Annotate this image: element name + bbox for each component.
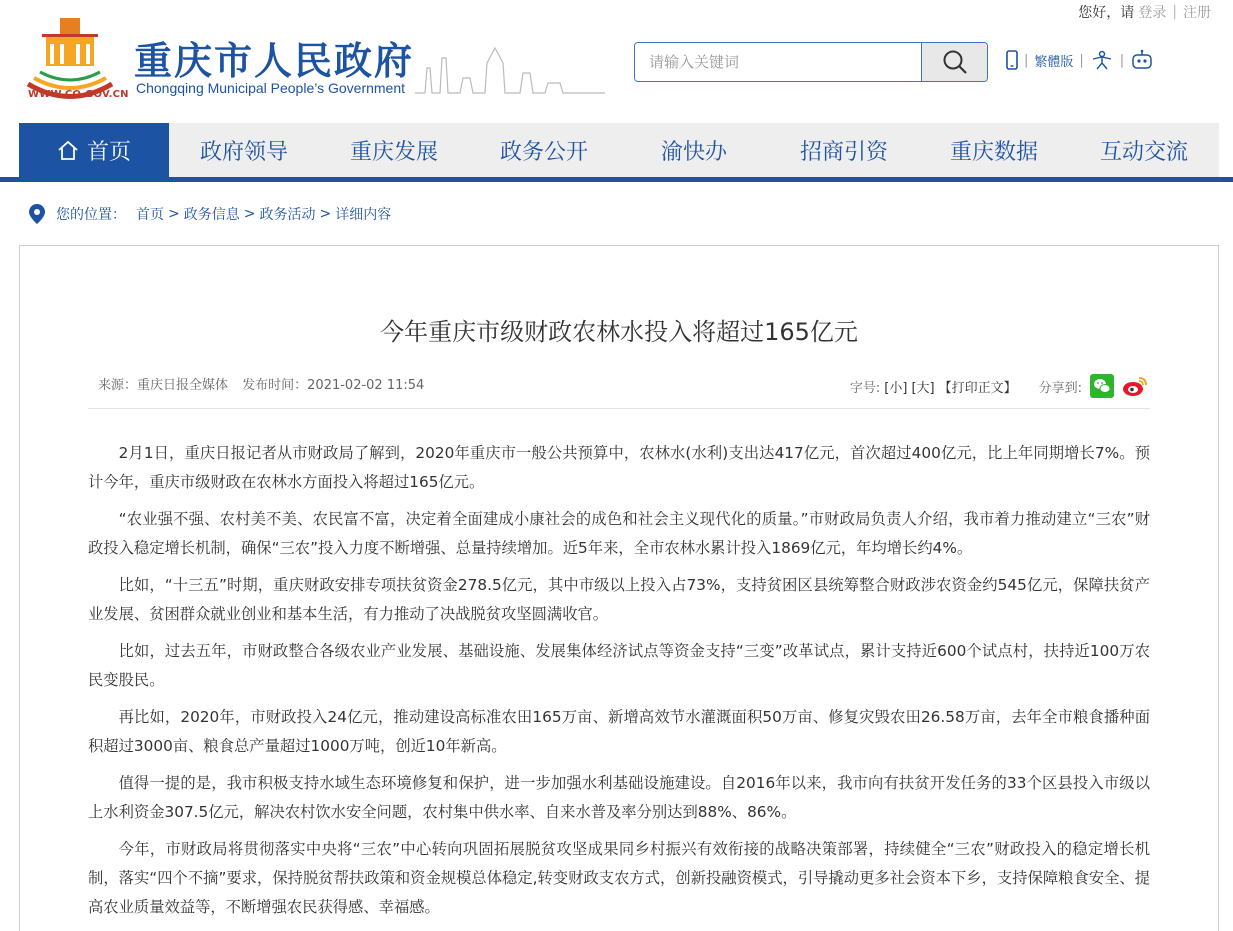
- nav-item-gov-leaders[interactable]: 政府领导: [199, 139, 288, 165]
- logo-url-text: WWW.CQ.GOV.CN: [28, 89, 129, 100]
- location-pin-icon: [28, 203, 46, 225]
- font-size-label: 字号:: [849, 380, 881, 396]
- nav-item-development[interactable]: 重庆发展: [349, 139, 438, 165]
- breadcrumb-item[interactable]: 政务活动: [259, 207, 316, 223]
- divider: |: [1119, 52, 1125, 68]
- print-button[interactable]: 【打印正文】: [938, 380, 1017, 396]
- register-link[interactable]: 注册: [1183, 5, 1211, 21]
- home-icon: [57, 139, 79, 161]
- search-input[interactable]: [635, 43, 921, 81]
- article-paragraph: “农业强不强、农村美不美、农民富不富，决定着全面建成小康社会的成色和社会主义现代化的质量。”市财政局负责人介绍，我市着力推动建立“三农”财政投入稳定增长机制，确保“三农”投入力度不断增强、总量持续增加。近5年来，全市农林水累计投入1869亿元，年均增长约4%。: [88, 510, 1150, 557]
- site-header: [0, 0, 1233, 122]
- greeting-text: 您好，请: [1078, 5, 1135, 21]
- wechat-share-icon[interactable]: [1090, 374, 1114, 398]
- article-paragraph: 再比如，2020年，市财政投入24亿元，推动建设高标准农田165万亩、新增高效节水灌溉面积50万亩、修复灾毁农田26.58万亩，去年全市粮食播种面积超过3000亩、粮食总产量超过1000万吨，创近10年新高。: [88, 708, 1150, 755]
- divider: |: [1172, 4, 1177, 20]
- accessibility-icon[interactable]: [1090, 49, 1114, 71]
- breadcrumb-item[interactable]: 首页: [136, 207, 164, 223]
- share-label: 分享到:: [1038, 380, 1082, 396]
- robot-assistant-icon[interactable]: [1130, 49, 1154, 71]
- breadcrumb-item[interactable]: 政务信息: [183, 207, 240, 223]
- nav-item-home[interactable]: [19, 123, 169, 177]
- nav-item-yukuaiban[interactable]: 渝快办: [660, 139, 727, 165]
- article-paragraph: 比如，“十三五”时期，重庆财政安排专项扶贫资金278.5亿元，其中市级以上投入占73%，支持贫困区县统筹整合财政涉农资金约545亿元，保障扶贫产业发展、贫困群众就业创业和基本生活，有力推动了决战脱贫攻坚圆满收官。: [88, 576, 1150, 623]
- weibo-share-icon[interactable]: [1122, 374, 1148, 398]
- article-publish-time: 发布时间：2021-02-02 11:54: [242, 378, 425, 393]
- search-box: [634, 42, 988, 82]
- breadcrumb-separator: >: [319, 206, 332, 222]
- divider: |: [1024, 52, 1029, 68]
- breadcrumb-separator: >: [168, 206, 180, 222]
- nav-item-label: 首页: [86, 139, 131, 165]
- article-paragraph: 值得一提的是，我市积极支持水域生态环境修复和保护，进一步加强水利基础设施建设。自2016年以来，我市向有扶贫开发任务的33个区县投入市级以上水利资金307.5亿元，解决农村饮水安全问题，农村集中供水率、自来水普及率分别达到88%、86%。: [88, 774, 1150, 821]
- article-source: 来源：重庆日报全媒体: [98, 378, 229, 393]
- nav-item-interaction[interactable]: 互动交流: [1099, 139, 1188, 165]
- mobile-icon[interactable]: [1006, 50, 1018, 70]
- meta-divider: [88, 408, 1150, 409]
- site-title[interactable]: 重庆市人民政府: [134, 39, 415, 83]
- article-tools: [850, 374, 1148, 398]
- login-link[interactable]: 登录: [1138, 5, 1167, 21]
- font-small-button[interactable]: [小]: [884, 380, 908, 396]
- nav-item-gov-affairs[interactable]: 政务公开: [499, 139, 588, 165]
- main-nav: [19, 123, 1219, 177]
- article-body: [88, 439, 1150, 930]
- article-title: 今年重庆市级财政农林水投入将超过165亿元: [380, 318, 858, 346]
- breadcrumb-separator: >: [243, 206, 256, 222]
- header-tools: [1006, 49, 1154, 71]
- divider: |: [1079, 52, 1084, 68]
- search-button[interactable]: [921, 43, 987, 81]
- article-meta: [98, 374, 424, 393]
- breadcrumb-prefix: 您的位置：: [56, 207, 126, 223]
- search-icon: [942, 49, 968, 75]
- article-paragraph: 2月1日，重庆日报记者从市财政局了解到，2020年重庆市一般公共预算中，农林水(水利)支出达417亿元，首次超过400亿元，比上年同期增长7%。预计今年，重庆市级财政在农林水方面投入将超过165亿元。: [88, 444, 1150, 491]
- city-skyline-decoration: [415, 38, 605, 100]
- site-subtitle: Chongqing Municipal People’s Government: [136, 80, 406, 96]
- traditional-chinese-link[interactable]: 繁體版: [1034, 54, 1074, 70]
- breadcrumb-item[interactable]: 详细内容: [335, 207, 392, 223]
- breadcrumb: [28, 203, 391, 225]
- article-paragraph: 比如，过去五年，市财政整合各级农业产业发展、基础设施、发展集体经济试点等资金支持“三变”改革试点，累计支持近600个试点村，扶持近100万农民变股民。: [88, 642, 1150, 689]
- nav-item-investment[interactable]: 招商引资: [799, 139, 888, 165]
- nav-underline: [0, 177, 1233, 182]
- article-paragraph: 今年，市财政局将贯彻落实中央将“三农”中心转向巩固拓展脱贫攻坚成果同乡村振兴有效衔接的战略决策部署，持续健全“三农”财政投入的稳定增长机制，落实“四个不摘”要求，保持脱贫帮扶政策和资金规模总体稳定,转变财政支农方式，创新投融资模式，引导撬动更多社会资本下乡，支持保障粮食安全、提高农业质量效益等，不断增强农民获得感、幸福感。: [88, 840, 1150, 916]
- font-large-button[interactable]: [大]: [911, 380, 935, 396]
- article-container: [19, 245, 1219, 931]
- nav-item-data[interactable]: 重庆数据: [949, 139, 1038, 165]
